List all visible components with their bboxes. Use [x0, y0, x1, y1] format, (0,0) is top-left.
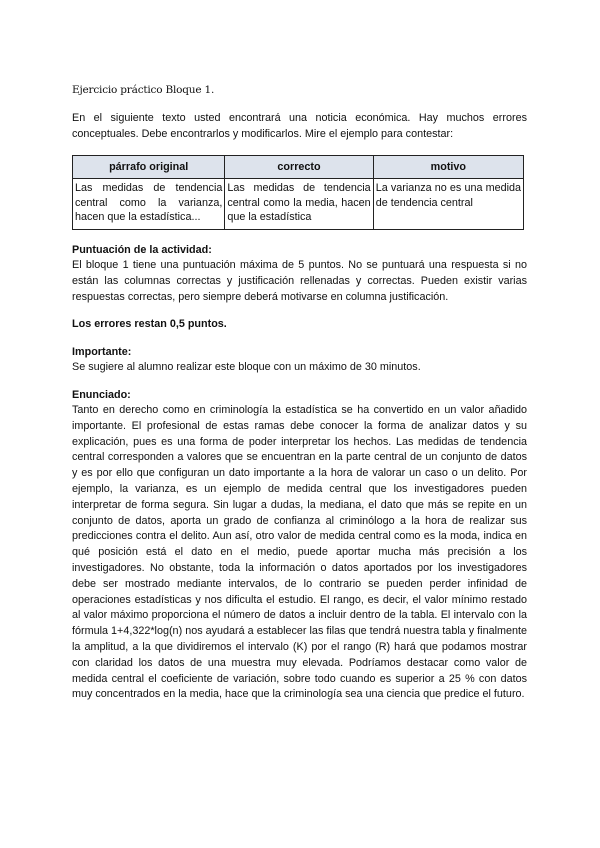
- intro-paragraph: En el siguiente texto usted encontrará una noticia económica. Hay muchos errores conceptuales. Debe encontrarlos y modificarlos. Mire el ejemplo para contestar:: [72, 112, 527, 140]
- header-correcto: correcto: [225, 156, 373, 179]
- importante-text: Se sugiere al alumno realizar este bloque con un máximo de 30 minutos.: [72, 361, 421, 373]
- table-header-row: [73, 156, 524, 179]
- enunciado-text: Tanto en derecho como en criminología la estadística se ha convertido en un valor añadido importante. El profesional de estas ramas debe conocer la forma de analizar datos y su explicación, pues es una forma de poder interpretar los hechos. Las medidas de tendencia central corresponden a valores que se encuentran en la parte central de un conjunto de datos y es por ello que configuran un dato importante a la hora de valorar un caso o un delito. Por ejemplo, la varianza, es un ejemplo de medida central que los investigadores pueden interpretar de forma segura. Sin lugar a dudas, la mediana, el dato que más se repite en un conjunto de datos, aporta un grado de confianza al criminólogo a la hora de realizar sus predicciones contra el delito. Aun así, otro valor de medida central como es la moda, indica en qué posición está el dato en el medio, puede aportar mucha más precisión a los investigadores. No obstante, toda la información o datos aportados por los investigadores debe ser mostrado mediante intervalos, de lo contrario se pueden perder infinidad de operaciones estadísticas y nos dificulta el estudio. El rango, es decir, el valor mínimo restado al valor máximo proporciona el número de datos a incluir dentro de la tabla. El intervalo con la fórmula 1+4,322*log(n) nos ayudará a establecer las filas que tendrá nuestra tabla y finalmente la amplitud, a la que dividiremos el intervalo (K) por el rango (R) hará que podamos mostrar con claridad los datos de una muestra muy elevada. Podríamos destacar como valor de medida central el coeficiente de variación, sobre todo cuando es superior a 25 % con datos muy concentrados en la media, hace que la criminología sea una ciencia que predice el futuro.: [72, 404, 527, 701]
- puntuacion-text: El bloque 1 tiene una puntuación máxima de 5 puntos. No se puntuará una respuesta si no están las columnas correctas y justificación rellenadas y correctas. Pueden existir varias respuestas correctas, pero siempre deberá motivarse en columna justificación.: [72, 259, 527, 303]
- exercise-title: Ejercicio práctico Bloque 1.: [72, 84, 215, 96]
- example-table: [72, 155, 524, 230]
- cell-original: Las medidas de tendencia central como la varianza, hacen que la estadística...: [73, 179, 225, 230]
- errores-note: Los errores restan 0,5 puntos.: [72, 318, 227, 330]
- cell-correcto: Las medidas de tendencia central como la media, hacen que la estadística: [225, 179, 373, 230]
- header-original: párrafo original: [73, 156, 225, 179]
- header-motivo: motivo: [373, 156, 523, 179]
- puntuacion-heading: Puntuación de la actividad:: [72, 244, 212, 256]
- table-row: [73, 179, 524, 230]
- enunciado-heading: Enunciado:: [72, 389, 131, 401]
- cell-motivo: La varianza no es una medida de tendencia central: [373, 179, 523, 230]
- importante-heading: Importante:: [72, 346, 132, 358]
